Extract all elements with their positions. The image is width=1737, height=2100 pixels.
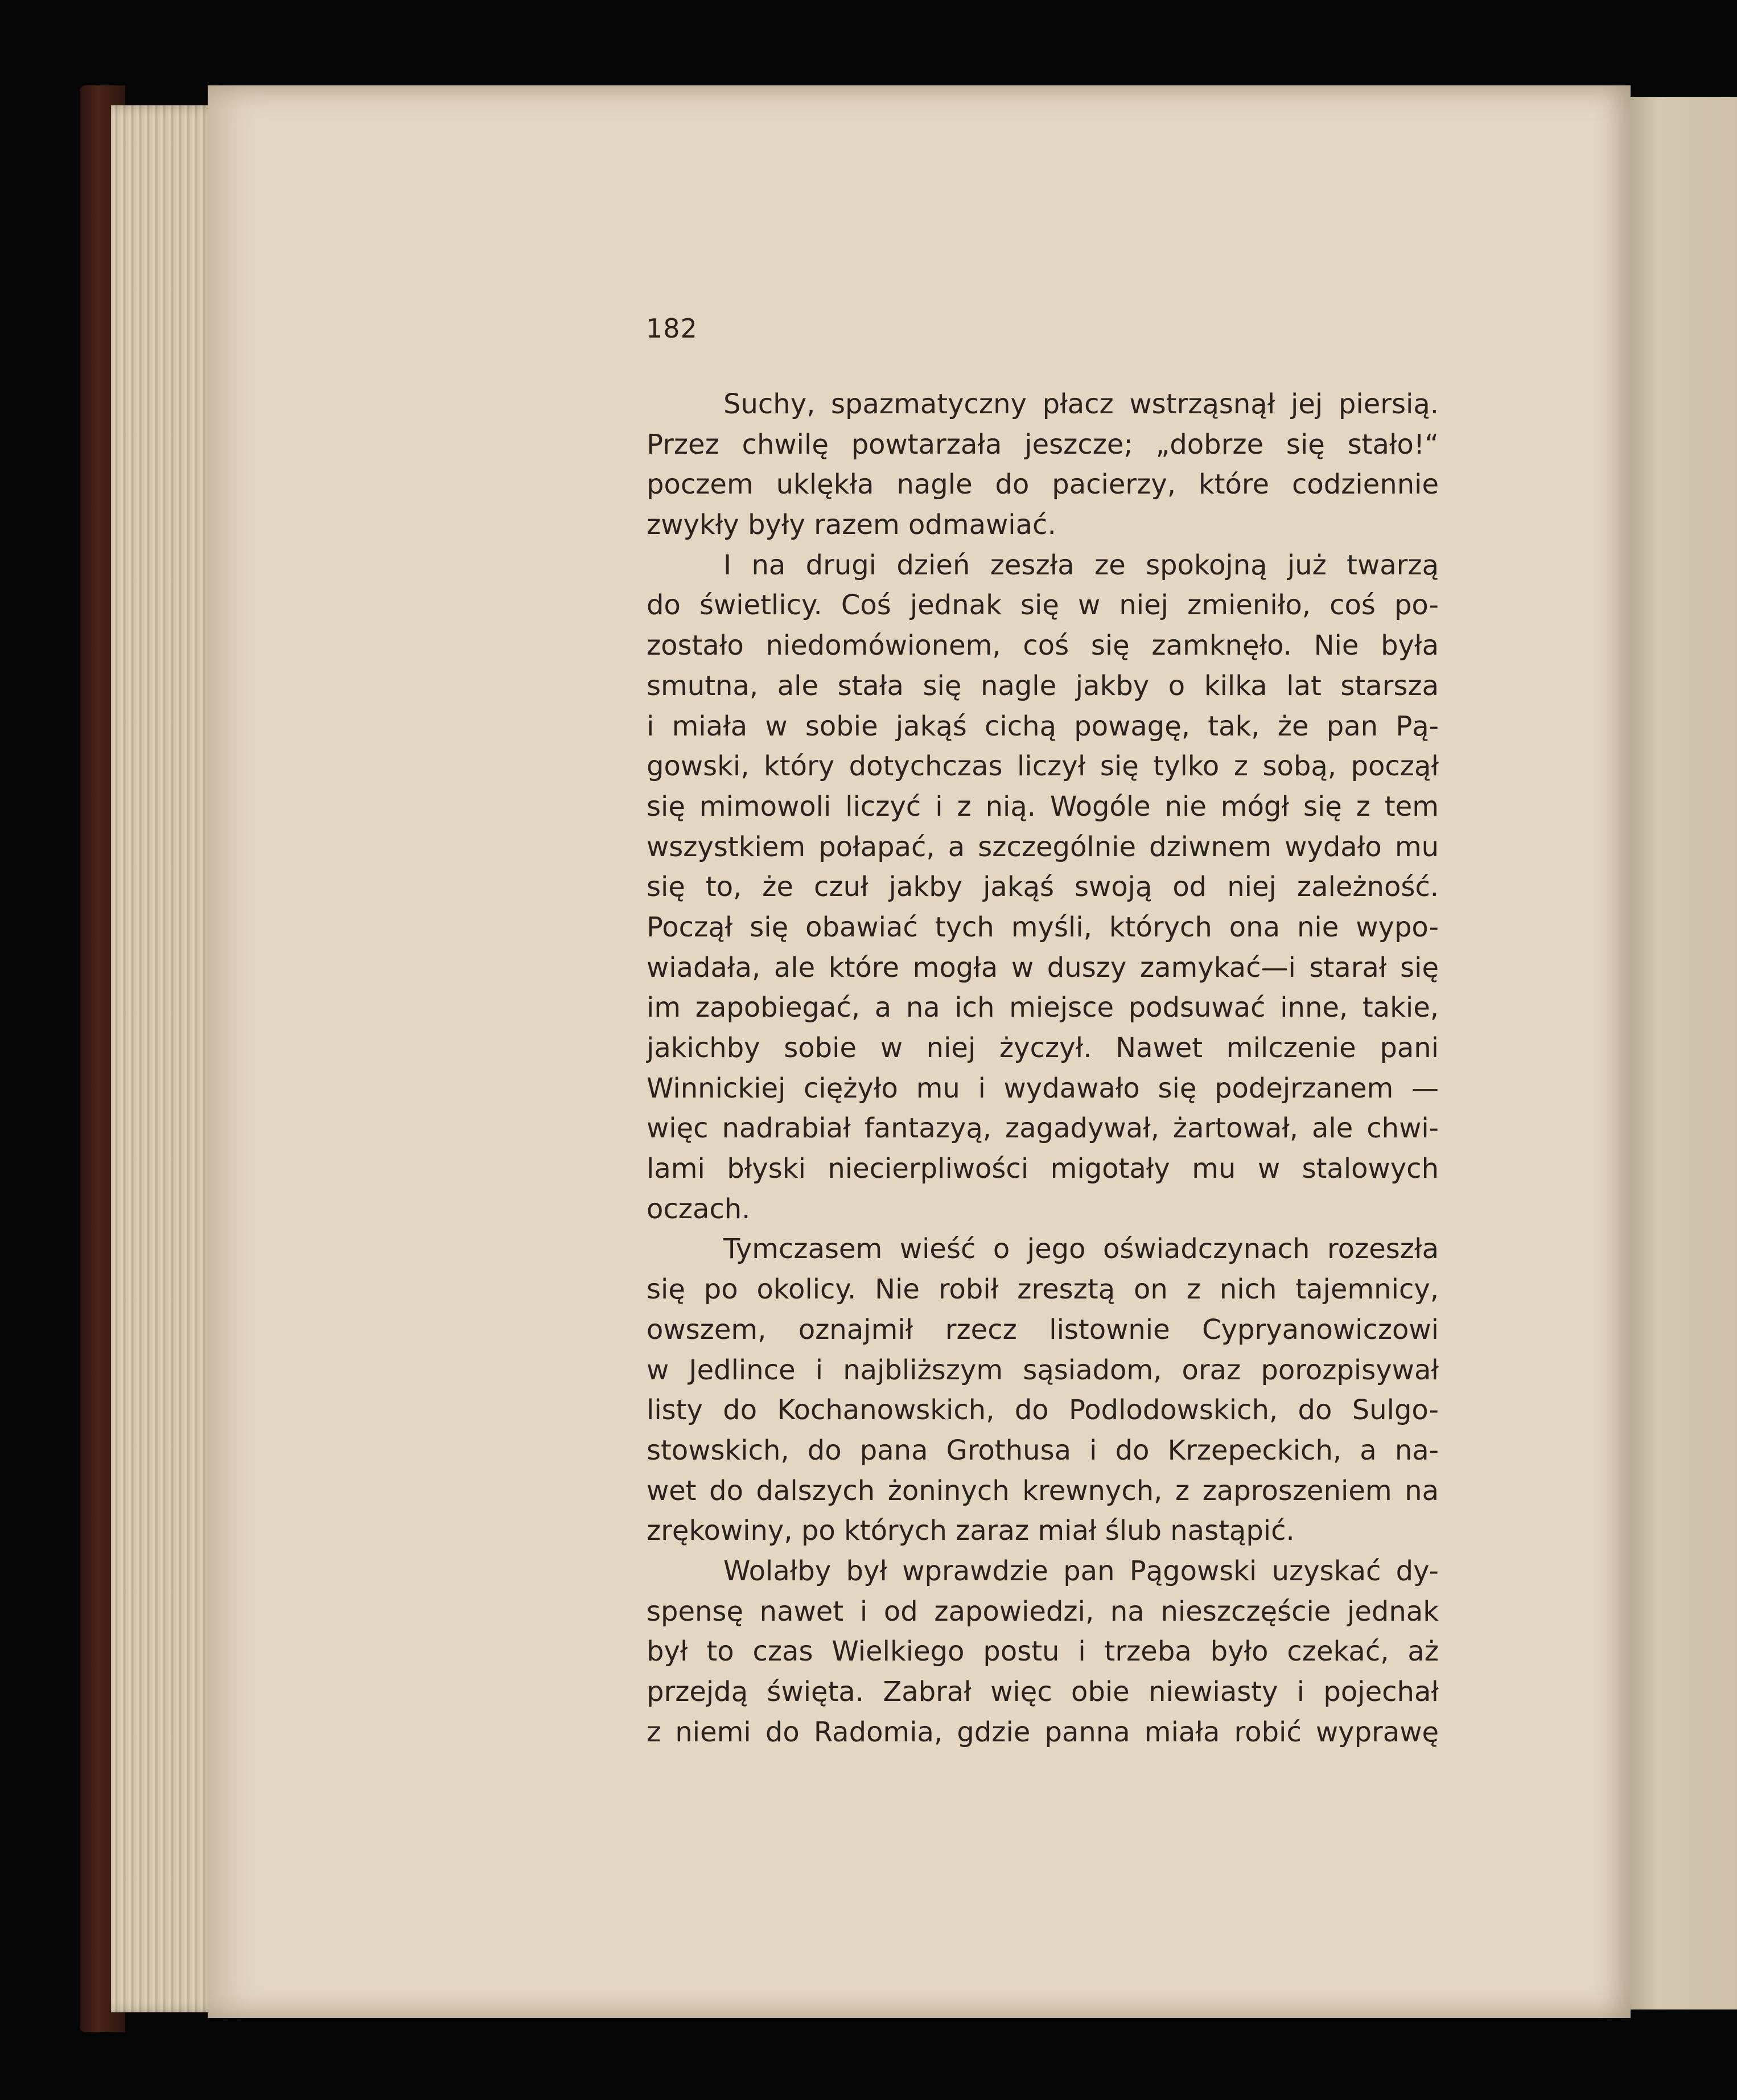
paragraph — [647, 384, 1439, 545]
text-line: owszem, oznajmił rzecz listownie Cypryanowiczowi — [647, 1313, 1439, 1346]
paragraph — [647, 1551, 1439, 1752]
paragraph — [647, 1229, 1439, 1551]
text-line: gowski, który dotychczas liczył się tylko z sobą, począł — [647, 750, 1439, 783]
text-line: zrękowiny, po których zaraz miał ślub nastąpić. — [647, 1515, 1295, 1547]
text-line: był to czas Wielkiego postu i trzeba było czekać, aż — [647, 1635, 1439, 1668]
text-line: wiadała, ale które mogła w duszy zamykać—i starał się — [647, 951, 1439, 984]
text-line: z niemi do Radomia, gdzie panna miała robić wyprawę — [647, 1716, 1439, 1748]
text-line: spensę nawet i od zapowiedzi, na nieszczęście jednak — [647, 1595, 1439, 1628]
text-line: się mimowoli liczyć i z nią. Wogóle nie mógł się z tem — [647, 790, 1439, 823]
text-line: w Jedlince i najbliższym sąsiadom, oraz porozpisywał — [647, 1354, 1439, 1386]
paragraph — [647, 545, 1439, 1230]
text-line: zwykły były razem odmawiać. — [647, 509, 1056, 541]
text-line: Suchy, spazmatyczny płacz wstrząsnął jej piersią. — [723, 388, 1439, 420]
text-line: im zapobiegać, a na ich miejsce podsuwać inne, takie, — [647, 992, 1439, 1024]
facing-page-edge — [1625, 97, 1737, 2009]
text-line: Winnickiej ciężyło mu i wydawało się podejrzanem — — [647, 1072, 1439, 1104]
page-stack — [111, 105, 219, 2012]
text-line: się to, że czuł jakby jakąś swoją od niej zależność. — [647, 871, 1439, 903]
text-line: stowskich, do pana Grothusa i do Krzepeckich, a na- — [647, 1434, 1439, 1466]
text-line: zostało niedomówionem, coś się zamknęło. Nie była — [647, 630, 1439, 662]
text-line: Począł się obawiać tych myśli, których ona nie wypo- — [647, 911, 1439, 943]
text-line: do świetlicy. Coś jednak się w niej zmieniło, coś po- — [647, 589, 1439, 622]
text-line: przejdą święta. Zabrał więc obie niewiasty i pojechał — [647, 1676, 1439, 1708]
text-line: Tymczasem wieść o jego oświadczynach rozeszła — [723, 1233, 1439, 1265]
text-line: listy do Kochanowskich, do Podlodowskich, do Sulgo- — [647, 1394, 1439, 1427]
text-line: poczem uklękła nagle do pacierzy, które codziennie — [647, 469, 1439, 501]
text-line: wszystkiem połapać, a szczególnie dziwnem wydało mu — [647, 831, 1439, 863]
text-line: Przez chwilę powtarzała jeszcze; „dobrze się stało!“ — [647, 428, 1439, 461]
text-line: smutna, ale stała się nagle jakby o kilka lat starsza — [647, 669, 1439, 702]
page-text — [647, 384, 1439, 1752]
text-line: się po okolicy. Nie robił zresztą on z nich tajemnicy, — [647, 1273, 1439, 1306]
text-line: więc nadrabiał fantazyą, zagadywał, żartował, ale chwi- — [647, 1112, 1439, 1145]
text-line: lami błyski niecierpliwości migotały mu w stalowych — [647, 1153, 1439, 1185]
text-line: Wolałby był wprawdzie pan Pągowski uzyskać dy- — [723, 1555, 1439, 1587]
text-line: i miała w sobie jakąś cichą powagę, tak, że pan Pą- — [647, 710, 1439, 742]
text-line: wet do dalszych żoninych krewnych, z zaproszeniem na — [647, 1474, 1439, 1507]
text-line: jakichby sobie w niej życzył. Nawet milczenie pani — [647, 1032, 1439, 1064]
page-number: 182 — [646, 313, 698, 344]
text-line: I na drugi dzień zeszła ze spokojną już twarzą — [723, 549, 1439, 581]
text-line: oczach. — [647, 1193, 751, 1225]
